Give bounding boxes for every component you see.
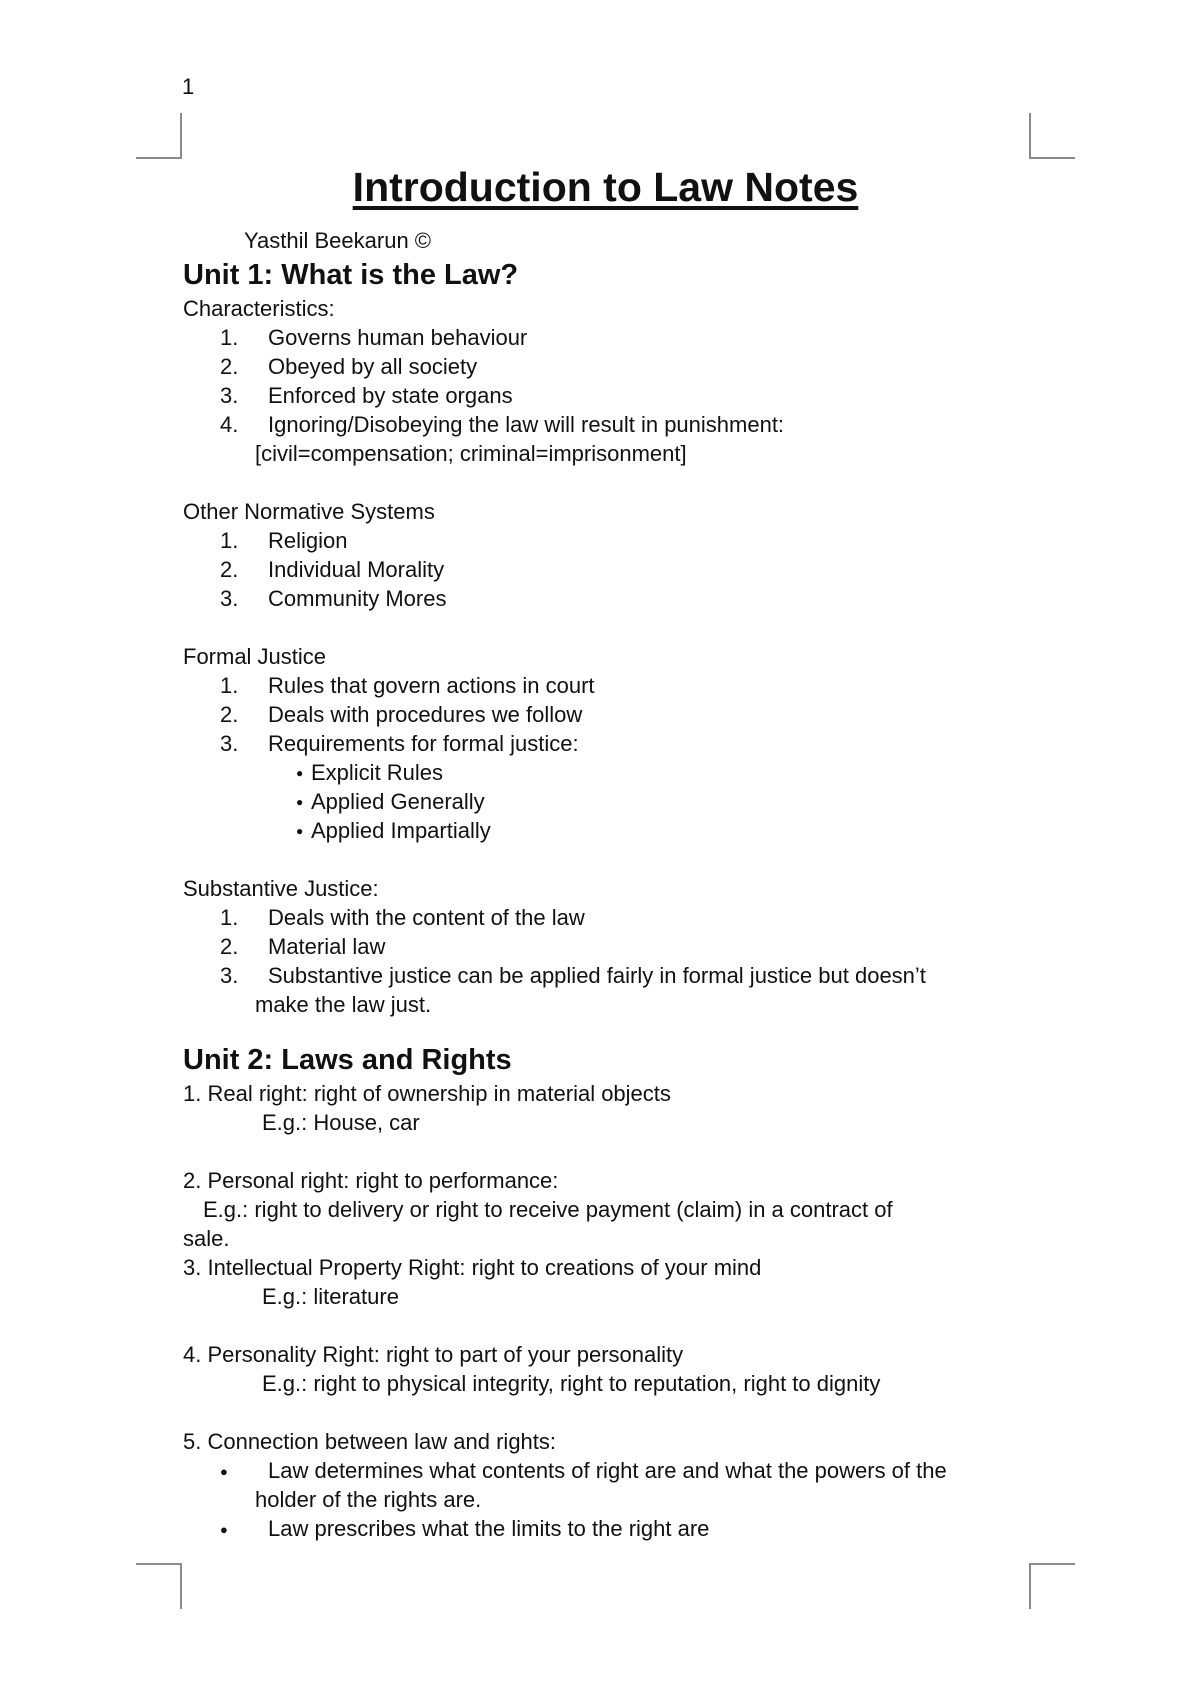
real-right-example: E.g.: House, car — [262, 1110, 420, 1135]
personality-right-example: E.g.: right to physical integrity, right to reputation, right to dignity — [262, 1371, 881, 1396]
list-item: 2. Deals with procedures we follow — [220, 702, 583, 727]
document-body — [183, 160, 1043, 1543]
list-item: ● Law prescribes what the limits to the right are — [183, 1514, 1043, 1543]
crop-mark-top-right — [1029, 113, 1075, 159]
list-item-continuation: make the law just. — [255, 992, 432, 1017]
crop-mark-top-left — [136, 113, 182, 159]
formal-justice-list — [183, 671, 1043, 758]
list-item: 2. Obeyed by all society — [220, 354, 478, 379]
intellectual-property-example: E.g.: literature — [262, 1284, 399, 1309]
intellectual-property-line: 3. Intellectual Property Right: right to creations of your mind — [183, 1255, 762, 1280]
connection-list — [183, 1456, 1043, 1543]
normative-label: Other Normative Systems — [183, 499, 435, 524]
personality-right-line: 4. Personality Right: right to part of your personality — [183, 1342, 684, 1367]
characteristics-label: Characteristics: — [183, 296, 335, 321]
personal-right-line: 2. Personal right: right to performance: — [183, 1168, 559, 1193]
unit2-heading: Unit 2: Laws and Rights — [183, 1044, 512, 1076]
list-item: 4. Ignoring/Disobeying the law will result in punishment: [civil=compensation; criminal=imprisonment] — [183, 410, 1043, 468]
list-item: 1. Governs human behaviour — [220, 325, 528, 350]
list-item: 3. Substantive justice can be applied fairly in formal justice but doesn’t make the law just. — [183, 961, 1043, 1019]
list-item: 2. Individual Morality — [220, 557, 445, 582]
personal-right-example: E.g.: right to delivery or right to receive payment (claim) in a contract of — [203, 1197, 893, 1222]
crop-mark-bottom-left — [136, 1563, 182, 1609]
crop-mark-bottom-right — [1029, 1563, 1075, 1609]
substantive-justice-label: Substantive Justice: — [183, 876, 379, 901]
author-line: Yasthil Beekarun © — [244, 228, 432, 253]
list-item: ● Law determines what contents of right are and what the powers of the holder of the rights are. — [183, 1456, 1043, 1514]
normative-list — [183, 526, 1043, 613]
formal-justice-requirements — [183, 758, 1043, 845]
document-title: Introduction to Law Notes — [352, 164, 859, 210]
substantive-justice-list — [183, 903, 1043, 1019]
page-number: 1 — [182, 74, 195, 99]
list-item: ● Applied Generally — [183, 787, 1043, 816]
list-item: ● Explicit Rules — [183, 758, 1043, 787]
characteristics-list — [183, 323, 1043, 468]
list-item: 2. Material law — [220, 934, 386, 959]
real-right-line: 1. Real right: right of ownership in material objects — [183, 1081, 671, 1106]
connection-line: 5. Connection between law and rights: — [183, 1429, 557, 1454]
list-item: 3. Requirements for formal justice: — [220, 731, 579, 756]
list-item-continuation: [civil=compensation; criminal=imprisonment] — [255, 441, 687, 466]
list-item: 3. Enforced by state organs — [220, 383, 513, 408]
list-item-continuation: holder of the rights are. — [255, 1487, 482, 1512]
list-item: 1. Deals with the content of the law — [220, 905, 585, 930]
unit1-heading: Unit 1: What is the Law? — [183, 259, 519, 291]
list-item: 1. Rules that govern actions in court — [220, 673, 595, 698]
personal-right-example-continuation: sale. — [183, 1226, 230, 1251]
formal-justice-label: Formal Justice — [183, 644, 327, 669]
list-item: ● Applied Impartially — [183, 816, 1043, 845]
list-item: 3. Community Mores — [220, 586, 447, 611]
list-item: 1. Religion — [220, 528, 348, 553]
